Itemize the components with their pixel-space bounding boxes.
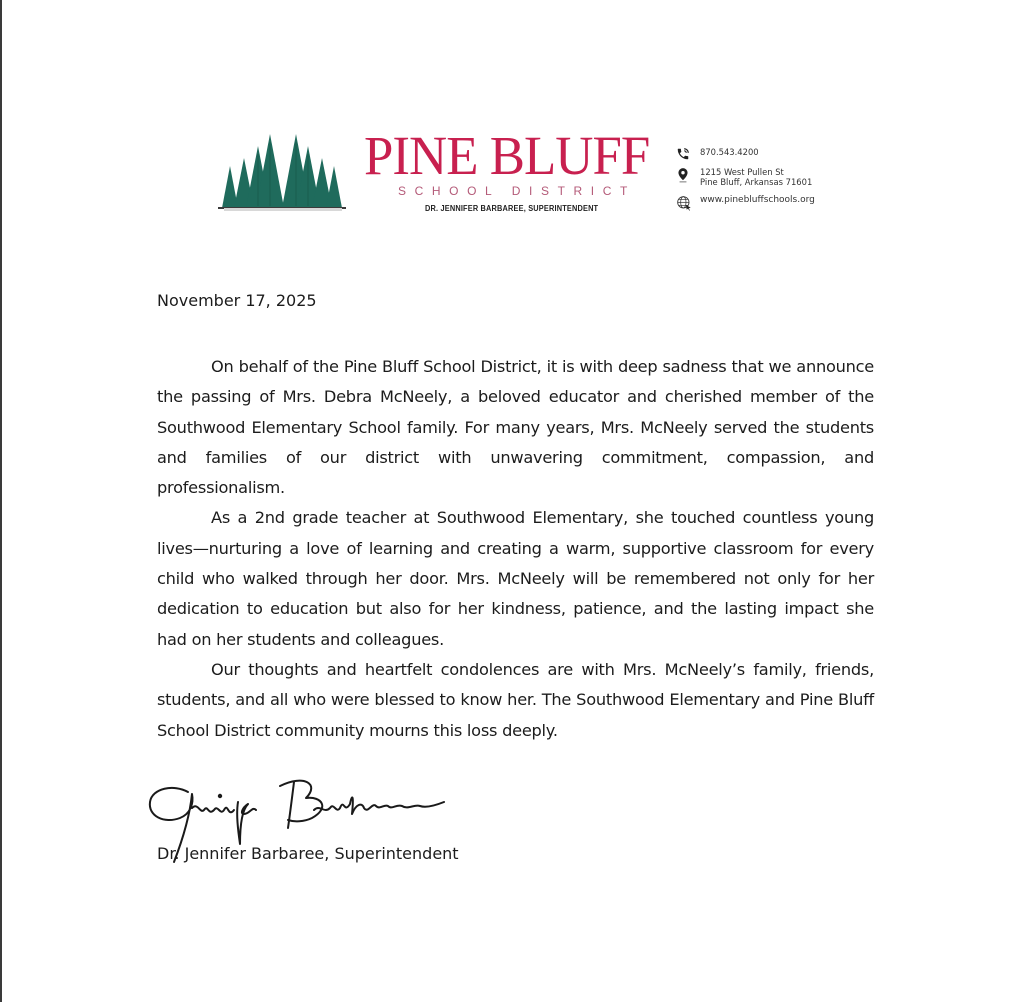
paragraph-2: As a 2nd grade teacher at Southwood Elementary, she touched countless young lives—nurturing a love of learning and creating a warm, supportive classroom for every child who walked through her door. Mrs. McNeely will be remembered not only for her dedication to education but also for her kindness, patience, and the lasting impact she had on her students and colleagues.: [157, 508, 874, 649]
contact-address: [676, 167, 812, 187]
signature-block: [140, 770, 520, 870]
letter-body: [157, 352, 874, 746]
address-line-1: 1215 West Pullen St: [700, 167, 784, 177]
globe-icon: [676, 195, 692, 211]
superintendent-line: DR. JENNIFER BARBAREE, SUPERINTENDENT: [425, 204, 599, 213]
address-line-2: Pine Bluff, Arkansas 71601: [700, 177, 813, 187]
signatory-line: Dr. Jennifer Barbaree, Superintendent: [157, 844, 459, 863]
district-subtitle: SCHOOL DISTRICT: [398, 184, 636, 198]
letter-date: November 17, 2025: [157, 291, 317, 310]
pine-trees-icon: [218, 132, 346, 212]
letterhead: [0, 0, 1024, 240]
district-name: PINE BLUFF: [364, 125, 650, 186]
contact-website: [676, 195, 815, 211]
contact-phone: [676, 147, 759, 163]
map-pin-icon: [676, 167, 692, 183]
paragraph-3: Our thoughts and heartfelt condolences are with Mrs. McNeely’s family, friends, students, and all who were blessed to know her. The Southwood Elementary and Pine Bluff School District community mourns this loss deeply.: [157, 659, 874, 740]
paragraph-1: On behalf of the Pine Bluff School District, it is with deep sadness that we announce the passing of Mrs. Debra McNeely, a beloved educator and cherished member of the Southwood Elementary School family. For many years, Mrs. McNeely served the students and families of our district with unwavering commitment, compassion, and professionalism.: [157, 357, 874, 498]
logo-caption: [224, 208, 342, 211]
phone-icon: [676, 147, 692, 163]
website-link[interactable]: www.pinebluffschools.org: [700, 195, 815, 205]
phone-number: 870.543.4200: [700, 147, 759, 157]
address: [700, 167, 812, 187]
